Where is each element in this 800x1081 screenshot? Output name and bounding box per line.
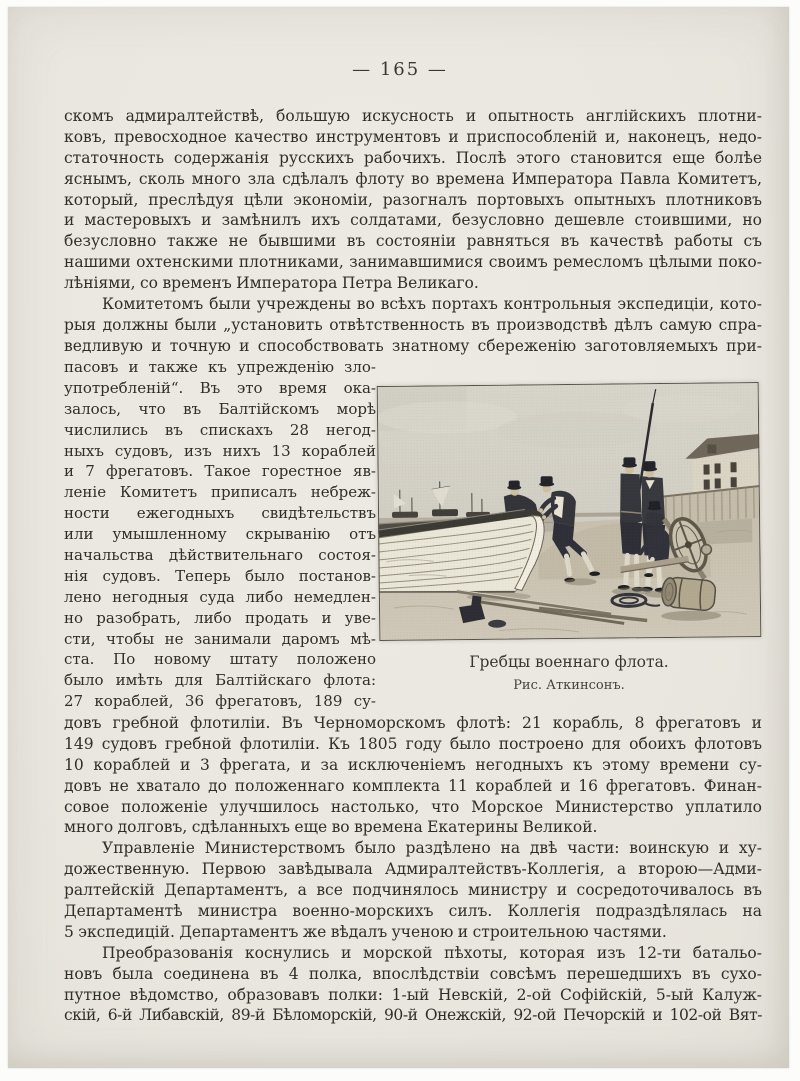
text-block-top bbox=[64, 106, 762, 357]
text-line: 149 судовъ гребной флотиліи. Къ 1805 году было построено для обоихъ флотовъ bbox=[64, 734, 762, 753]
sailors-hauling-boat-illustration bbox=[377, 382, 762, 641]
text-line: было имѣть для Балтійскаго флота: bbox=[64, 671, 376, 690]
figure-caption-credit: Рис. Аткинсонъ. bbox=[513, 678, 625, 693]
text-line: нашими охтенскими плотниками, занимавшимися своимъ ремесломъ цѣлыми поко- bbox=[64, 253, 762, 272]
text-line: Управленіе Министерствомъ было раздѣлено на двѣ части: воинскую и ху- bbox=[102, 839, 762, 858]
page-number: — 165 — bbox=[352, 59, 448, 80]
text-line: дожественную. Первою завѣдывала Адмиралтействъ-Коллегія, а второю—Адми- bbox=[64, 860, 762, 879]
text-line: Преобразованія коснулись и морской пѣхоты, которая изъ 12-ти батальо- bbox=[102, 943, 762, 962]
text-block-bottom bbox=[64, 713, 762, 1026]
text-line: 10 кораблей и 3 фрегата, и за исключеніемъ негодныхъ къ этому времени су- bbox=[64, 755, 762, 774]
text-line: много долговъ, сдѣланныхъ еще во времена Екатерины Великой. bbox=[64, 818, 598, 837]
text-line: Комитетомъ были учреждены во всѣхъ портахъ контрольныя экспедиціи, кото- bbox=[102, 295, 762, 314]
text-line: довъ не хватало до положеннаго комплекта 11 кораблей и 16 фрегатовъ. Финан- bbox=[64, 776, 762, 795]
text-line: нія судовъ. Теперь было постанов- bbox=[64, 566, 376, 585]
text-line: сти, чтобы не занимали даромъ мѣ- bbox=[64, 629, 376, 648]
text-line: леніе Комитетъ приписалъ небреж- bbox=[64, 483, 376, 502]
text-line: залось, что въ Балтійскомъ морѣ bbox=[64, 399, 376, 418]
text-line: начальства дѣйствительнаго состоя- bbox=[64, 546, 376, 565]
text-line: числились въ спискахъ 28 негод- bbox=[64, 420, 376, 439]
text-line: лено негодныя суда либо немедлен- bbox=[64, 587, 376, 606]
text-line: новъ была соединена въ 4 полка, впослѣдствіи совсѣмъ перешедшихъ въ сухо- bbox=[64, 964, 762, 983]
text-line: ста. По новому штату положено bbox=[64, 650, 376, 669]
text-line: скій, 6-й Либавскій, 89-й Бѣломорскій, 90-й Онежскій, 92-ой Печорскій и 102-ой Вят- bbox=[64, 1006, 762, 1025]
text-line: пасовъ и также къ упрежденію зло- bbox=[64, 358, 376, 376]
text-line: употребленій“. Въ это время ока- bbox=[64, 378, 376, 397]
text-column-beside-figure bbox=[64, 357, 376, 712]
book-page bbox=[8, 7, 789, 1068]
text-line: рыя должны были „установить отвѣтственность въ производствѣ дѣлъ самую спра- bbox=[64, 315, 762, 334]
text-line: ковъ, превосходное качество инструментовъ и приспособленій и, наконецъ, недо- bbox=[64, 127, 762, 146]
text-line: яснымъ, сколь много зла сдѣлалъ флоту во времена Императора Павла Комитетъ, bbox=[64, 169, 762, 188]
text-line: скомъ адмиралтействѣ, большую искусность и опытность англійскихъ плотни- bbox=[64, 107, 762, 125]
figure-caption-title: Гребцы военнаго флота. bbox=[469, 653, 669, 671]
text-line: 5 экспедицій. Департаментъ же вѣдалъ ученою и строительною частями. bbox=[64, 922, 667, 941]
text-line: который, преслѣдуя цѣли экономіи, разогналъ портовыхъ опытныхъ плотниковъ bbox=[64, 190, 762, 209]
text-line: и 7 фрегатовъ. Такое горестное яв- bbox=[64, 462, 376, 481]
text-line: но разобрать, либо продать и уве- bbox=[64, 608, 376, 627]
text-line: и мастеровыхъ и замѣнилъ ихъ солдатами, безусловно дешевле стоившими, но bbox=[64, 211, 762, 230]
text-line: совое положеніе улучшилось настолько, что Морское Министерство уплатило bbox=[64, 797, 762, 816]
text-line: лѣніями, со временъ Императора Петра Великаго. bbox=[64, 274, 479, 293]
text-line: Департаментѣ министра военно-морскихъ силъ. Коллегія подраздѣлялась на bbox=[64, 902, 762, 921]
text-line: ведливую и точную и способствовать знатному сбереженію заготовляемыхъ при- bbox=[64, 336, 762, 355]
text-line: ралтейскій Департаментъ, а все подчинялось министру и сосредоточивалось въ bbox=[64, 881, 762, 900]
text-line: ныхъ судовъ, изъ нихъ 13 кораблей bbox=[64, 441, 376, 460]
text-line: безусловно также не бывшими въ состояніи равняться въ качествѣ работы съ bbox=[64, 232, 762, 251]
halftone-texture bbox=[377, 382, 762, 641]
text-line: путное вѣдомство, образовавъ полки: 1-ый Невскій, 2-ой Софійскій, 5-ый Калуж- bbox=[64, 985, 762, 1004]
text-line: довъ гребной флотиліи. Въ Черноморскомъ флотѣ: 21 корабль, 8 фрегатовъ и bbox=[64, 714, 762, 732]
text-line: статочность содержанія русскихъ рабочихъ. Послѣ этого становится еще болѣе bbox=[64, 148, 762, 167]
text-line: ности ежегодныхъ свидѣтельствъ bbox=[64, 504, 376, 523]
text-line: или умышленному скрыванію отъ bbox=[64, 525, 376, 544]
figure-rowers-illustration bbox=[377, 382, 762, 641]
text-line: 27 кораблей, 36 фрегатовъ, 189 су- bbox=[64, 692, 376, 711]
